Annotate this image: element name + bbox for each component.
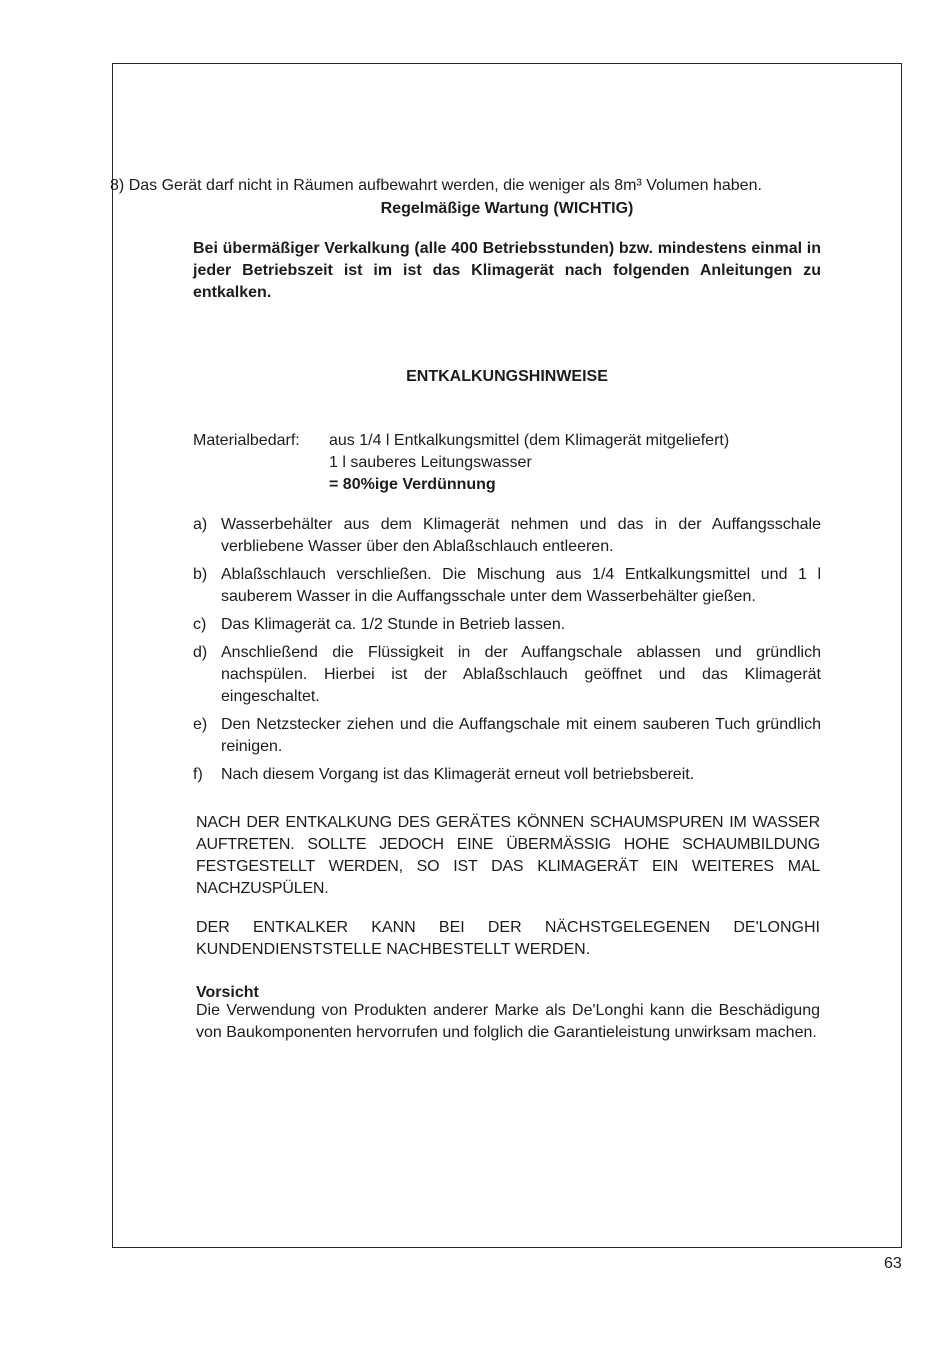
material-label: Materialbedarf: <box>193 432 300 449</box>
step-text: Anschließend die Flüssigkeit in der Auffangschale ablassen und gründlich nachspülen. Hierbei ist der Ablaßschlauch geöffnet und das Klimagerät eingeschaltet. <box>221 644 821 705</box>
step-c <box>193 614 821 636</box>
page-number: 63 <box>884 1255 902 1272</box>
step-label: d) <box>193 644 208 661</box>
step-label: e) <box>193 716 208 733</box>
step-text: Nach diesem Vorgang ist das Klimagerät erneut voll betriebsbereit. <box>221 766 695 783</box>
caution-title: Vorsicht <box>196 984 259 1001</box>
descaling-steps <box>193 514 821 792</box>
material-line: 1 l sauberes Leitungswasser <box>329 454 532 471</box>
step-text: Den Netzstecker ziehen und die Auffangschale mit einem sauberen Tuch gründlich reinigen. <box>221 716 821 755</box>
step-e <box>193 714 821 758</box>
step-text: Das Klimagerät ca. 1/2 Stunde in Betrieb lassen. <box>221 616 566 633</box>
foam-notice: NACH DER ENTKALKUNG DES GERÄTES KÖNNEN SCHAUMSPUREN IM WASSER AUFTRETEN. SOLLTE JEDOCH EINE ÜBERMÄSSIG HOHE SCHAUMBILDUNG FESTGESTELLT WERDEN, SO IST DAS KLIMAGERÄT EIN WEITERES MAL NACHZUSPÜLEN. <box>196 814 820 897</box>
material-list <box>329 430 829 496</box>
point-8-text: Das Gerät darf nicht in Räumen aufbewahrt werden, die weniger als 8m³ Volumen haben. <box>128 177 762 194</box>
step-text: Wasserbehälter aus dem Klimagerät nehmen und das in der Auffangsschale verbliebene Wasser über den Ablaßschlauch entleeren. <box>221 516 821 555</box>
material-line: aus 1/4 l Entkalkungsmittel (dem Klimagerät mitgeliefert) <box>329 432 730 449</box>
descaling-title: ENTKALKUNGSHINWEISE <box>406 368 608 385</box>
maintenance-title: Regelmäßige Wartung (WICHTIG) <box>380 200 634 217</box>
maintenance-warning: Bei übermäßiger Verkalkung (alle 400 Betriebsstunden) bzw. mindestens einmal in jeder Betriebszeit ist im ist das Klimagerät nach folgenden Anleitungen zu entkalken. <box>193 240 821 301</box>
step-label: c) <box>193 616 207 633</box>
step-d <box>193 642 821 708</box>
point-8 <box>110 175 845 197</box>
step-b <box>193 564 821 608</box>
step-a <box>193 514 821 558</box>
material-dilution: = 80%ige Verdünnung <box>329 476 496 493</box>
caution-text: Die Verwendung von Produkten anderer Marke als De'Longhi kann die Beschädigung von Baukomponenten hervorrufen und folglich die Garantieleistung unwirksam machen. <box>196 1002 820 1041</box>
step-label: a) <box>193 516 208 533</box>
step-label: b) <box>193 566 208 583</box>
point-8-label: 8) <box>110 177 125 194</box>
step-label: f) <box>193 766 203 783</box>
step-f <box>193 764 821 786</box>
step-text: Ablaßschlauch verschließen. Die Mischung aus 1/4 Entkalkungsmittel und 1 l sauberem Wasser in die Auffangsschale unter dem Wasserbehälter gießen. <box>221 566 821 605</box>
reorder-notice: DER ENTKALKER KANN BEI DER NÄCHSTGELEGENEN DE'LONGHI KUNDENDIENSTSTELLE NACHBESTELLT WERDEN. <box>196 919 820 958</box>
